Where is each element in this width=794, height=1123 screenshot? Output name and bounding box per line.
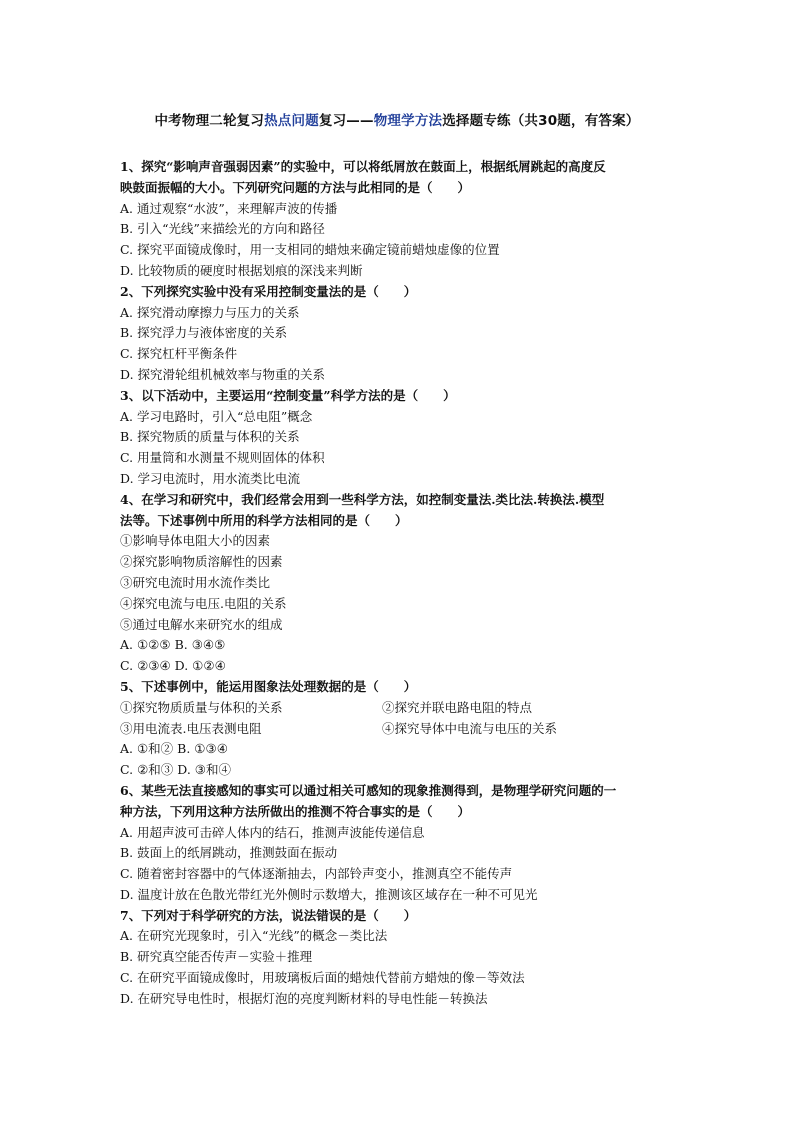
list-item: ②探究并联电路电阻的特点 bbox=[382, 699, 533, 715]
option-c: C. 探究平面镜成像时，用一支相同的蜡烛来确定镜前蜡烛虚像的位置 bbox=[120, 242, 500, 258]
option-d: D. 探究滑轮组机械效率与物重的关系 bbox=[120, 366, 326, 382]
list-item: ④探究电流与电压.电阻的关系 bbox=[120, 595, 287, 611]
list-item-pair bbox=[120, 719, 685, 740]
option-d: D. 温度计放在色散光带红光外侧时示数增大，推测该区域存在一种不可见光 bbox=[120, 886, 538, 902]
list-item: ①探究物质质量与体积的关系 bbox=[120, 699, 283, 715]
option-d: D. 在研究导电性时，根据灯泡的亮度判断材料的导电性能－转换法 bbox=[120, 990, 488, 1006]
question-2 bbox=[120, 282, 685, 386]
question-stem-line: 2、下列探究实验中没有采用控制变量法的是（ ） bbox=[120, 283, 417, 299]
option-a: A. 用超声波可击碎人体内的结石，推测声波能传递信息 bbox=[120, 824, 425, 840]
option-b: B. 鼓面上的纸屑跳动，推测鼓面在振动 bbox=[120, 845, 338, 861]
title-link-physics-methods[interactable]: 物理学方法 bbox=[373, 113, 443, 129]
option-a: A. 探究滑动摩擦力与压力的关系 bbox=[120, 304, 300, 320]
question-stem-line: 4、在学习和研究中，我们经常会用到一些科学方法，如控制变量法.类比法.转换法.模型 bbox=[120, 491, 605, 507]
question-stem-line: 1、探究“影响声音强弱因素”的实验中，可以将纸屑放在鼓面上，根据纸屑跳起的高度反 bbox=[120, 159, 606, 174]
option-b: B. 探究物质的质量与体积的关系 bbox=[120, 429, 300, 445]
question-list bbox=[120, 157, 685, 1010]
question-stem-line: 5、下述事例中，能运用图象法处理数据的是（ ） bbox=[120, 678, 417, 694]
title-part-5: 选择题专练（共30题，有答案） bbox=[442, 113, 640, 129]
option-a: A. 在研究光现象时，引入“光线”的概念－类比法 bbox=[120, 928, 388, 944]
question-stem-line: 3、以下活动中，主要运用“控制变量”科学方法的是（ ） bbox=[120, 387, 456, 403]
list-item: ⑤通过电解水来研究水的组成 bbox=[120, 616, 283, 632]
option-d: D. 比较物质的硬度时根据划痕的深浅来判断 bbox=[120, 262, 363, 278]
question-6 bbox=[120, 781, 685, 906]
question-stem-line: 种方法，下列用这种方法所做出的推测不符合事实的是（ ） bbox=[120, 803, 471, 819]
question-stem-line: 7、下列对于科学研究的方法，说法错误的是（ ） bbox=[120, 907, 417, 923]
title-part-3: 复习—— bbox=[318, 113, 374, 129]
list-item-pair bbox=[120, 698, 685, 719]
option-row-ab: A. ①和② B. ①③④ bbox=[120, 741, 228, 757]
option-row-ab: A. ①②⑤ B. ③④⑤ bbox=[120, 637, 226, 653]
option-c: C. 用量筒和水测量不规则固体的体积 bbox=[120, 450, 325, 466]
title-link-hot-topics[interactable]: 热点问题 bbox=[264, 113, 319, 129]
option-d: D. 学习电流时，用水流类比电流 bbox=[120, 470, 301, 486]
list-item: ①影响导体电阻大小的因素 bbox=[120, 533, 271, 549]
question-stem-line: 法等。下述事例中所用的科学方法相同的是（ ） bbox=[120, 512, 408, 528]
title-part-1: 中考物理二轮复习 bbox=[154, 113, 265, 129]
option-a: A. 通过观察“水波”，来理解声波的传播 bbox=[120, 200, 338, 216]
question-1 bbox=[120, 157, 685, 282]
question-4 bbox=[120, 490, 685, 677]
option-b: B. 探究浮力与液体密度的关系 bbox=[120, 325, 288, 341]
question-stem-line: 映鼓面振幅的大小。下列研究问题的方法与此相同的是（ ） bbox=[120, 179, 471, 195]
option-row-cd: C. ②和③ D. ③和④ bbox=[120, 762, 231, 778]
option-row-cd: C. ②③④ D. ①②④ bbox=[120, 658, 226, 674]
option-b: B. 研究真空能否传声－实验＋推理 bbox=[120, 949, 313, 965]
option-b: B. 引入“光线”来描绘光的方向和路径 bbox=[120, 221, 325, 237]
option-c: C. 在研究平面镜成像时，用玻璃板后面的蜡烛代替前方蜡烛的像－等效法 bbox=[120, 970, 525, 986]
document-title bbox=[0, 109, 794, 129]
question-5 bbox=[120, 677, 685, 781]
list-item: ③用电流表.电压表测电阻 bbox=[120, 720, 262, 736]
question-3 bbox=[120, 386, 685, 490]
option-c: C. 随着密封容器中的气体逐渐抽去，内部铃声变小，推测真空不能传声 bbox=[120, 866, 513, 882]
list-item: ④探究导体中电流与电压的关系 bbox=[382, 720, 558, 736]
list-item: ②探究影响物质溶解性的因素 bbox=[120, 554, 283, 570]
option-c: C. 探究杠杆平衡条件 bbox=[120, 346, 238, 362]
question-7 bbox=[120, 906, 685, 1010]
option-a: A. 学习电路时，引入“总电阻”概念 bbox=[120, 408, 313, 424]
question-stem-line: 6、某些无法直接感知的事实可以通过相关可感知的现象推测得到，是物理学研究问题的一 bbox=[120, 782, 617, 798]
list-item: ③研究电流时用水流作类比 bbox=[120, 574, 271, 590]
